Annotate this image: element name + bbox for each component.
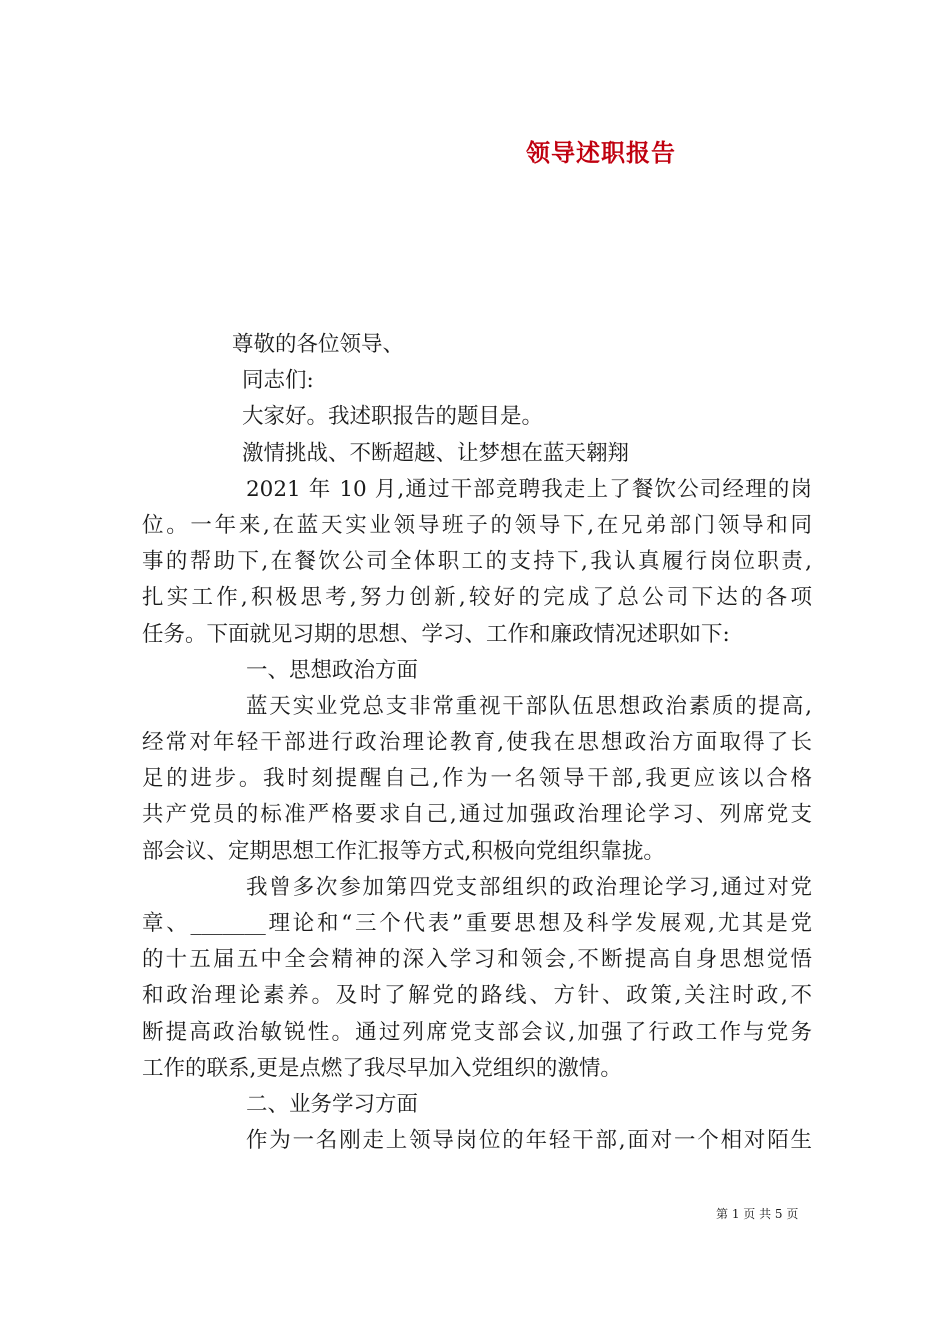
study-paragraph-line: 工作的联系,更是点燃了我尽早加入党组织的激情。 [142, 1055, 622, 1081]
intro-line: 事的帮助下,在餐饮公司全体职工的支持下,我认真履行岗位职责, [142, 549, 812, 575]
study-paragraph-line: 的十五届五中全会精神的深入学习和领会,不断提高自身思想觉悟 [142, 947, 812, 973]
politics-paragraph-line: 经常对年轻干部进行政治理论教育,使我在思想政治方面取得了长 [142, 730, 812, 756]
section-heading-politics: 一、思想政治方面 [246, 657, 419, 683]
politics-paragraph-line: 共产党员的标准严格要求自己,通过加强政治理论学习、列席党支 [142, 802, 812, 828]
study-paragraph-line: 我曾多次参加第四党支部组织的政治理论学习,通过对党 [246, 874, 812, 900]
document-body [142, 327, 812, 1159]
intro-line: 2021 年 10 月,通过干部竞聘我走上了餐饮公司经理的岗 [246, 476, 812, 502]
document-title: 领导述职报告 [526, 138, 676, 167]
hello-line: 大家好。我述职报告的题目是。 [242, 404, 544, 430]
study-paragraph-line: 章、_______理论和“三个代表”重要思想及科学发展观,尤其是党 [142, 911, 812, 936]
comrades-line: 同志们: [242, 368, 314, 394]
intro-line: 扎实工作,积极思考,努力创新,较好的完成了总公司下达的各项 [142, 585, 812, 611]
page-number-footer: 第 1 页 共 5 页 [716, 1207, 799, 1221]
study-paragraph-line: 断提高政治敏锐性。通过列席党支部会议,加强了行政工作与党务 [142, 1019, 812, 1045]
intro-line: 位。一年来,在蓝天实业领导班子的领导下,在兄弟部门领导和同 [142, 512, 812, 538]
salutation-line: 尊敬的各位领导、 [232, 332, 405, 357]
section-heading-business: 二、业务学习方面 [246, 1091, 419, 1117]
intro-line: 任务。下面就见习期的思想、学习、工作和廉政情况述职如下: [142, 621, 730, 647]
politics-paragraph-line: 足的进步。我时刻提醒自己,作为一名领导干部,我更应该以合格 [142, 766, 812, 792]
politics-paragraph-line: 蓝天实业党总支非常重视干部队伍思想政治素质的提高, [246, 693, 812, 719]
theme-line: 激情挑战、不断超越、让梦想在蓝天翱翔 [242, 440, 630, 466]
business-paragraph-line: 作为一名刚走上领导岗位的年轻干部,面对一个相对陌生 [246, 1128, 812, 1154]
politics-paragraph-line: 部会议、定期思想工作汇报等方式,积极向党组织靠拢。 [142, 838, 665, 864]
study-paragraph-line: 和政治理论素养。及时了解党的路线、方针、政策,关注时政,不 [142, 983, 812, 1009]
